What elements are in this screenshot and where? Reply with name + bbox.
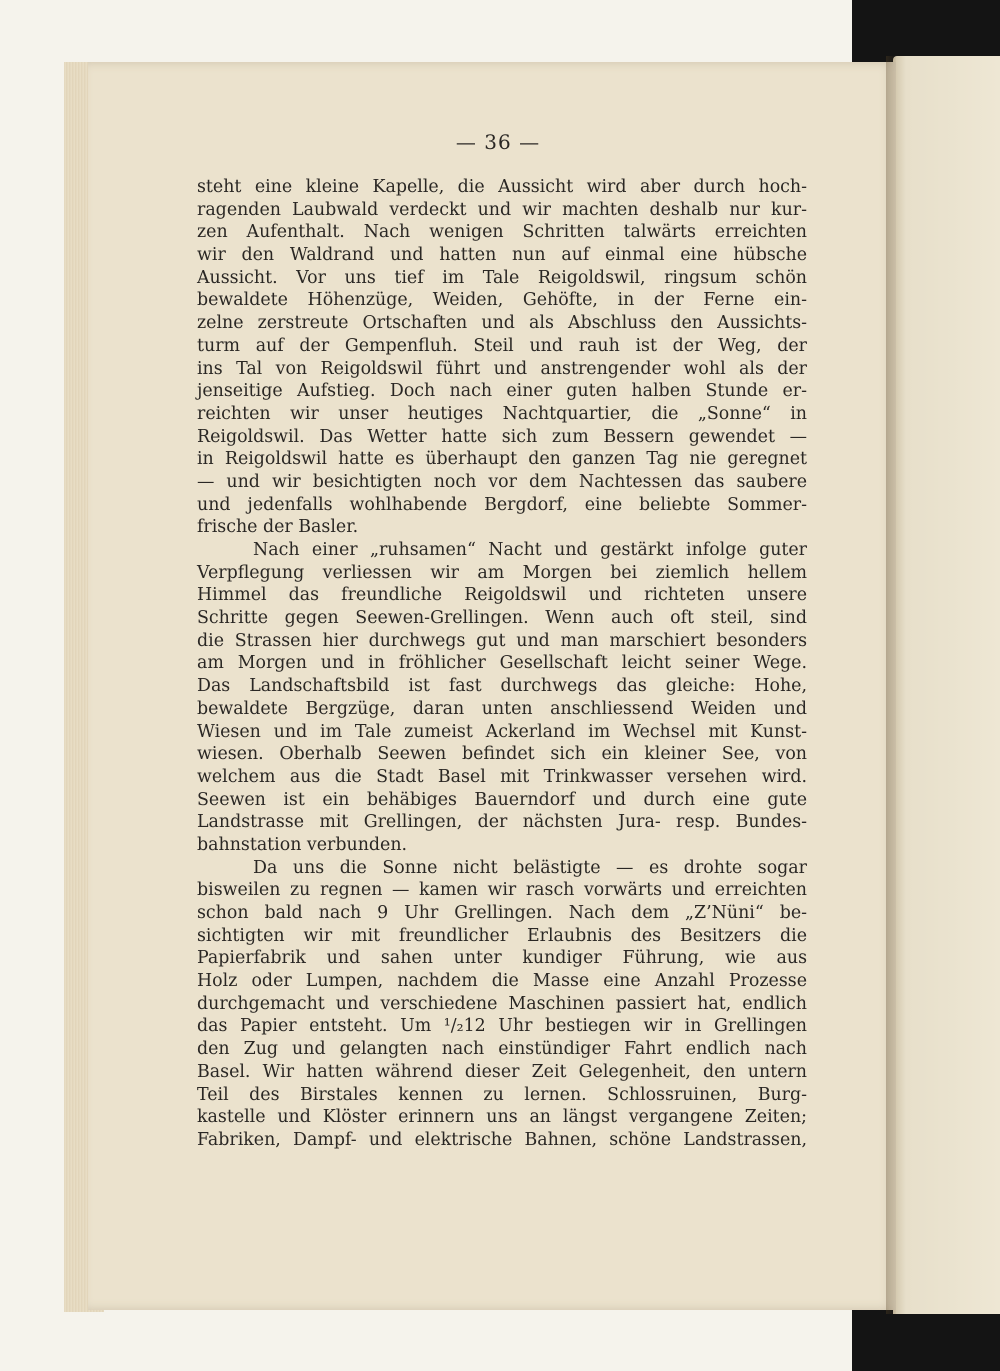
page-gutter	[886, 56, 896, 1314]
text-line: in Reigoldswil hatte es überhaupt den ganzen Tag nie geregnet	[197, 449, 807, 470]
text-line: Das Landschaftsbild ist fast durchwegs das gleiche: Hohe,	[197, 676, 807, 697]
text-line: Verpflegung verliessen wir am Morgen bei ziemlich hellem	[197, 562, 807, 583]
text-line: den Zug und gelangten nach einstündiger Fahrt endlich nach	[197, 1039, 807, 1060]
text-line: die Strassen hier durchwegs gut und man marschiert besonders	[197, 630, 807, 651]
text-line: Nach einer „ruhsamen“ Nacht und gestärkt infolge guter	[253, 540, 807, 560]
text-line: Wiesen und im Tale zumeist Ackerland im Wechsel mit Kunst-	[197, 721, 807, 742]
page-number	[0, 130, 1000, 154]
text-line: ragenden Laubwald verdeckt und wir machten deshalb nur kur-	[197, 199, 807, 220]
text-line: Fabriken, Dampf- und elektrische Bahnen, schöne Landstrassen,	[197, 1129, 807, 1150]
paragraph	[197, 539, 807, 857]
text-line: und jedenfalls wohlhabende Bergdorf, eine beliebte Sommer-	[197, 494, 807, 515]
text-line: wir den Waldrand und hatten nun auf einmal eine hübsche	[197, 245, 807, 266]
page-number-text: — 36 —	[455, 130, 541, 154]
text-line: frische der Basler.	[197, 517, 359, 538]
text-line: Papierfabrik und sahen unter kundiger Führung, wie aus	[197, 948, 807, 969]
text-line: — und wir besichtigten noch vor dem Nachtessen das saubere	[197, 471, 807, 492]
facing-page-edge	[893, 56, 1000, 1314]
text-line: durchgemacht und verschiedene Maschinen passiert hat, endlich	[197, 993, 807, 1014]
text-line: zelne zerstreute Ortschaften und als Abschluss den Aussichts-	[197, 313, 807, 334]
text-line: Teil des Birstales kennen zu lernen. Schlossruinen, Burg-	[197, 1084, 807, 1105]
text-line: kastelle und Klöster erinnern uns an längst vergangene Zeiten;	[197, 1107, 807, 1128]
text-line: steht eine kleine Kapelle, die Aussicht wird aber durch hoch-	[197, 177, 807, 197]
text-line: sichtigten wir mit freundlicher Erlaubnis des Besitzers die	[197, 925, 807, 946]
text-line: Holz oder Lumpen, nachdem die Masse eine Anzahl Prozesse	[197, 971, 807, 992]
text-line: bisweilen zu regnen — kamen wir rasch vorwärts und erreichten	[197, 880, 807, 901]
text-line: Aussicht. Vor uns tief im Tale Reigoldswil, ringsum schön	[197, 267, 807, 288]
text-line: reichten wir unser heutiges Nachtquartier, die „Sonne“ in	[197, 403, 807, 424]
text-line: schon bald nach 9 Uhr Grellingen. Nach dem „Z’Nüni“ be-	[197, 903, 807, 923]
text-line: jenseitige Aufstieg. Doch nach einer guten halben Stunde er-	[197, 381, 807, 402]
text-line: bewaldete Höhenzüge, Weiden, Gehöfte, in der Ferne ein-	[197, 290, 807, 311]
text-line: Himmel das freundliche Reigoldswil und richteten unsere	[197, 585, 807, 606]
paragraph	[197, 857, 807, 1152]
body-text	[197, 176, 807, 1152]
text-line: das Papier entsteht. Um ¹/₂12 Uhr bestiegen wir in Grellingen	[197, 1016, 807, 1037]
text-line: Basel. Wir hatten während dieser Zeit Gelegenheit, den untern	[197, 1061, 807, 1082]
text-line: wiesen. Oberhalb Seewen befindet sich ein kleiner See, von	[197, 744, 807, 765]
text-line: ins Tal von Reigoldswil führt und anstrengender wohl als der	[197, 358, 807, 379]
text-line: welchem aus die Stadt Basel mit Trinkwasser versehen wird.	[197, 766, 807, 787]
text-line: Da uns die Sonne nicht belästigte — es drohte sogar	[253, 857, 807, 878]
text-line: Schritte gegen Seewen-Grellingen. Wenn auch oft steil, sind	[197, 608, 807, 629]
text-line: bewaldete Bergzüge, daran unten anschliessend Weiden und	[197, 698, 807, 719]
text-line: bahnstation verbunden.	[197, 834, 408, 855]
text-line: am Morgen und in fröhlicher Gesellschaft leicht seiner Wege.	[197, 653, 807, 674]
paragraph	[197, 176, 807, 539]
text-line: zen Aufenthalt. Nach wenigen Schritten talwärts erreichten	[197, 222, 807, 243]
text-line: Seewen ist ein behäbiges Bauerndorf und durch eine gute	[197, 789, 807, 810]
text-line: Reigoldswil. Das Wetter hatte sich zum Bessern gewendet —	[197, 426, 807, 447]
text-line: Landstrasse mit Grellingen, der nächsten Jura- resp. Bundes-	[197, 812, 807, 833]
text-line: turm auf der Gempenfluh. Steil und rauh ist der Weg, der	[197, 335, 807, 356]
